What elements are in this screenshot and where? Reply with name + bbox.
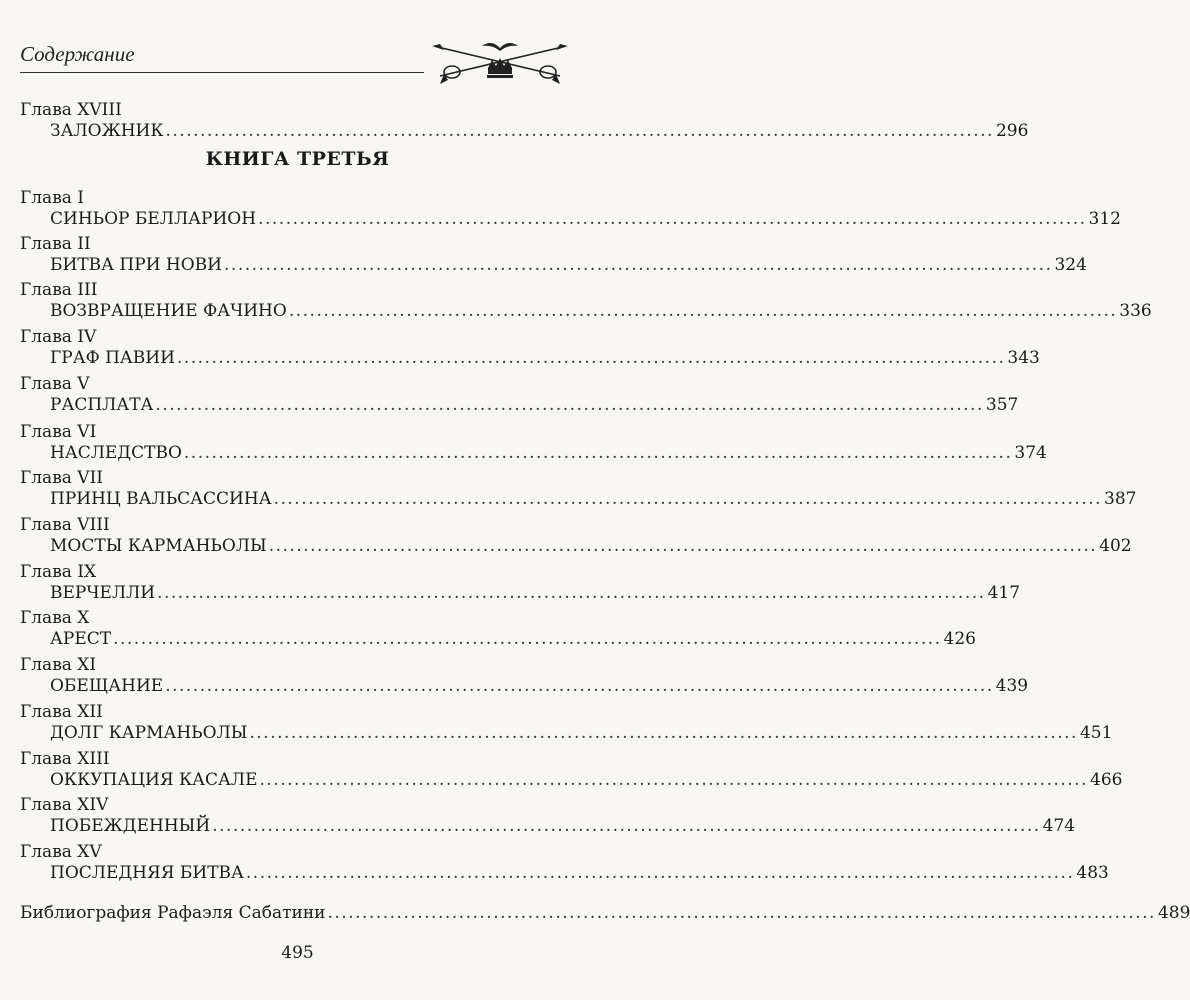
toc-leader-dots: ........................................................................................................................: [176, 348, 1006, 368]
toc-page-number: 402: [1099, 536, 1132, 556]
toc-page-number: 439: [995, 676, 1029, 696]
toc-chapter-label: Глава I: [20, 188, 85, 208]
toc-entry: [50, 442, 1047, 464]
toc-page-number: 426: [943, 629, 976, 649]
toc-chapter-label: Глава XII: [20, 702, 103, 722]
toc-leader-dots: ........................................................................................................................: [113, 629, 942, 649]
toc-entry: [50, 769, 1123, 791]
toc-leader-dots: ........................................................................................................................: [273, 489, 1103, 509]
toc-entry-title: ОККУПАЦИЯ КАСАЛЕ: [50, 770, 258, 790]
toc-page-number: 483: [1076, 863, 1109, 883]
toc-entry: [50, 347, 1040, 369]
toc-chapter-label: Глава X: [20, 608, 90, 628]
toc-chapter-label: Глава XVIII: [20, 100, 122, 120]
toc-page-number: 374: [1014, 443, 1047, 463]
toc-entry: [50, 208, 1121, 230]
toc-chapter-label: Глава XIII: [20, 749, 110, 769]
toc-leader-dots: ........................................................................................................................: [155, 395, 984, 415]
toc-entry: [50, 628, 976, 650]
toc-entry: [50, 394, 1019, 416]
toc-page-number: 324: [1054, 255, 1087, 275]
toc-page-number: 451: [1079, 723, 1113, 743]
toc-page-number: 474: [1042, 816, 1076, 836]
toc-leader-dots: ........................................................................................................................: [224, 255, 1053, 275]
toc-leader-dots: ........................................................................................................................: [157, 583, 986, 603]
toc-leader-dots: ........................................................................................................................: [327, 903, 1156, 923]
toc-leader-dots: ........................................................................................................................: [249, 723, 1078, 743]
toc-chapter-label: Глава IV: [20, 327, 97, 347]
toc-page-number: 336: [1119, 301, 1152, 321]
toc-leader-dots: ........................................................................................................................: [183, 443, 1013, 463]
toc-entry-title: РАСПЛАТА: [50, 395, 154, 415]
toc-entry-title: НАСЛЕДСТВО: [50, 443, 182, 463]
toc-leader-dots: ........................................................................................................................: [259, 770, 1088, 790]
book-part-title: КНИГА ТРЕТЬЯ: [205, 148, 390, 170]
toc-leader-dots: ........................................................................................................................: [212, 816, 1041, 836]
toc-leader-dots: ........................................................................................................................: [165, 676, 994, 696]
toc-chapter-label: Глава VII: [20, 468, 104, 488]
toc-chapter-label: Глава XIV: [20, 795, 109, 815]
toc-chapter-label: Глава V: [20, 374, 90, 394]
toc-entry: [50, 254, 1087, 276]
toc-entry-title: БИТВА ПРИ НОВИ: [50, 255, 223, 275]
toc-chapter-label: Глава VIII: [20, 515, 110, 535]
toc-entry-title: ВЕРЧЕЛЛИ: [50, 583, 156, 603]
toc-page-number: 417: [987, 583, 1021, 603]
toc-entry: [50, 535, 1132, 557]
toc-page-number: 357: [985, 395, 1019, 415]
toc-entry-title: ПОБЕЖДЕННЫЙ: [50, 816, 211, 836]
toc-entry-title: ОБЕЩАНИЕ: [50, 676, 164, 696]
toc-page-number: 312: [1088, 209, 1121, 229]
toc-entry: [50, 722, 1113, 744]
page-number: 495: [281, 943, 314, 963]
toc-entry-title: ПРИНЦ ВАЛЬСАССИНА: [50, 489, 272, 509]
toc-page-number: 466: [1090, 770, 1123, 790]
toc-entry: [50, 862, 1109, 884]
toc-entry: [50, 120, 1029, 142]
toc-entry: [50, 675, 1029, 697]
toc-entry-title: СИНЬОР БЕЛЛАРИОН: [50, 209, 257, 229]
toc-leader-dots: ........................................................................................................................: [288, 301, 1118, 321]
toc-entry-title: ЗАЛОЖНИК: [50, 121, 164, 141]
toc-page-number: 387: [1104, 489, 1137, 509]
toc-chapter-label: Глава XI: [20, 655, 97, 675]
toc-page-number: 343: [1007, 348, 1040, 368]
header-title: Содержание: [20, 42, 135, 66]
toc-leader-dots: ........................................................................................................................: [258, 209, 1087, 229]
toc-entry-title: ВОЗВРАЩЕНИЕ ФАЧИНО: [50, 301, 287, 321]
toc-entry-title: ПОСЛЕДНЯЯ БИТВА: [50, 863, 244, 883]
toc-entry-title: МОСТЫ КАРМАНЬОЛЫ: [50, 536, 267, 556]
toc-entry: [50, 488, 1137, 510]
toc-entry-title: ГРАФ ПАВИИ: [50, 348, 175, 368]
toc-page-number: 489: [1157, 903, 1190, 923]
toc-chapter-label: Глава XV: [20, 842, 102, 862]
toc-leader-dots: ........................................................................................................................: [245, 863, 1075, 883]
toc-entry-title: ДОЛГ КАРМАНЬОЛЫ: [50, 723, 248, 743]
toc-entry-bibliography: [20, 902, 1190, 924]
toc-entry: [50, 582, 1021, 604]
toc-entry-title: АРЕСТ: [50, 629, 112, 649]
toc-entry-title: Библиография Рафаэля Сабатини: [20, 903, 326, 923]
toc-entry: [50, 300, 1152, 322]
toc-chapter-label: Глава IX: [20, 562, 97, 582]
toc-leader-dots: ........................................................................................................................: [165, 121, 994, 141]
toc-chapter-label: Глава III: [20, 280, 98, 300]
toc-chapter-label: Глава VI: [20, 422, 97, 442]
toc-chapter-label: Глава II: [20, 234, 91, 254]
toc-page-number: 296: [995, 121, 1029, 141]
toc-leader-dots: ........................................................................................................................: [268, 536, 1098, 556]
toc-entry: [50, 815, 1076, 837]
